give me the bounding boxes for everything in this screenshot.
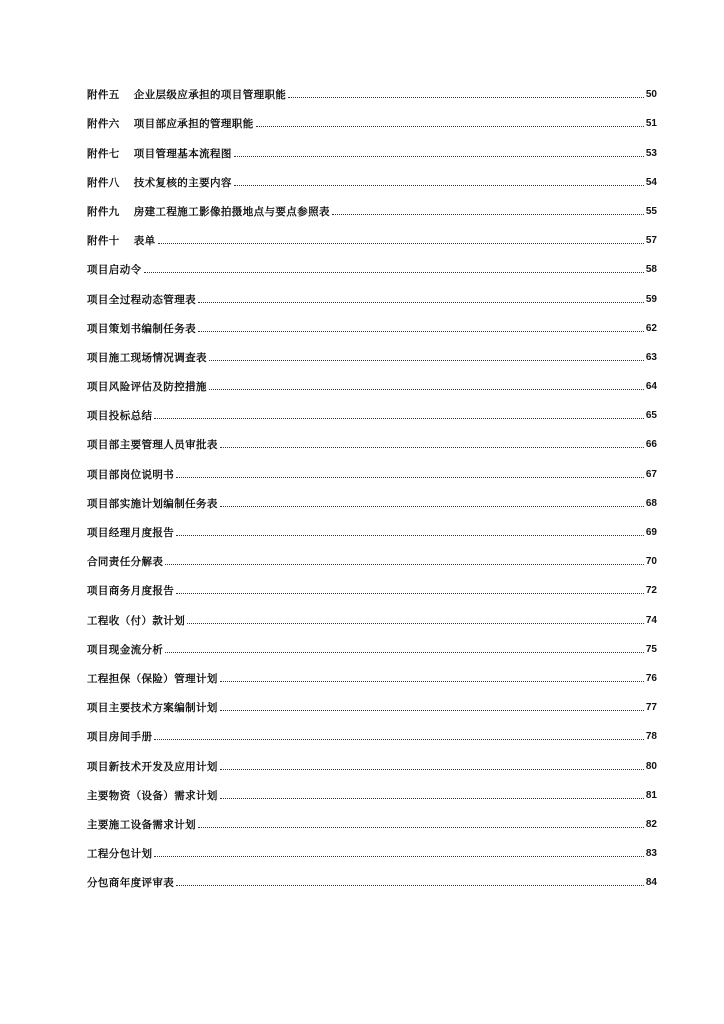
toc-entry-label xyxy=(87,323,196,335)
dot-leader xyxy=(176,593,644,594)
toc-entry-title: 项目现金流分析 xyxy=(87,643,164,656)
dot-leader xyxy=(220,506,644,507)
dot-leader xyxy=(220,769,644,770)
dot-leader xyxy=(209,360,644,361)
toc-entry-page-number: 59 xyxy=(645,293,657,305)
toc-entry-title: 技术复核的主要内容 xyxy=(133,176,232,189)
toc-entry-title: 项目房间手册 xyxy=(87,731,153,744)
toc-entry-page-number: 78 xyxy=(645,731,657,743)
toc-entry-page-number: 58 xyxy=(645,264,657,276)
toc-entry-title: 企业层级应承担的项目管理职能 xyxy=(133,89,287,102)
dot-leader xyxy=(198,827,644,828)
toc-entry-prefix: 附件六 xyxy=(87,118,120,131)
toc-entry-label xyxy=(87,673,218,685)
toc-entry-label xyxy=(87,264,142,276)
toc-entry-page-number: 64 xyxy=(645,381,657,393)
toc-entry[interactable] xyxy=(87,130,657,159)
toc-entry[interactable] xyxy=(87,773,657,802)
toc-entry-label xyxy=(87,819,196,831)
toc-entry-label xyxy=(87,585,174,597)
toc-entry-title: 项目投标总结 xyxy=(87,410,153,423)
toc-entry[interactable] xyxy=(87,335,657,364)
toc-entry-title: 工程分包计划 xyxy=(87,848,153,861)
toc-entry[interactable] xyxy=(87,72,657,101)
toc-entry-title: 工程收（付）款计划 xyxy=(87,614,186,627)
toc-entry[interactable] xyxy=(87,101,657,130)
dot-leader xyxy=(154,739,643,740)
toc-entry-prefix: 附件五 xyxy=(87,89,120,102)
toc-entry[interactable] xyxy=(87,160,657,189)
dot-leader xyxy=(220,447,644,448)
toc-entry-label xyxy=(87,848,152,860)
toc-entry-title: 分包商年度评审表 xyxy=(87,877,175,890)
toc-entry-label xyxy=(87,498,218,510)
toc-entry-page-number: 80 xyxy=(645,760,657,772)
toc-entry-title: 项目启动令 xyxy=(87,264,142,277)
toc-entry-page-number: 55 xyxy=(645,205,657,217)
toc-entry-title: 项目部岗位说明书 xyxy=(87,468,175,481)
dot-leader xyxy=(209,389,644,390)
toc-entry[interactable] xyxy=(87,422,657,451)
toc-entry-page-number: 75 xyxy=(645,643,657,655)
toc-entry-label xyxy=(87,790,218,802)
toc-entry-label xyxy=(87,527,174,539)
toc-entry-label xyxy=(87,381,207,393)
toc-entry-title: 表单 xyxy=(133,235,156,248)
toc-entry-page-number: 50 xyxy=(645,89,657,101)
toc-entry-title: 项目策划书编制任务表 xyxy=(87,322,196,335)
dot-leader xyxy=(165,652,644,653)
dot-leader xyxy=(176,885,644,886)
toc-entry-label xyxy=(87,89,286,101)
dot-leader xyxy=(288,97,644,98)
toc-entry-page-number: 68 xyxy=(645,497,657,509)
toc-entry-page-number: 82 xyxy=(645,818,657,830)
toc-entry[interactable] xyxy=(87,364,657,393)
toc-entry-label xyxy=(87,556,163,568)
dot-leader xyxy=(234,156,644,157)
toc-entry[interactable] xyxy=(87,218,657,247)
dot-leader xyxy=(158,243,644,244)
toc-entry-title: 项目部应承担的管理职能 xyxy=(133,118,254,131)
toc-entry-label xyxy=(87,206,330,218)
toc-entry[interactable] xyxy=(87,714,657,743)
toc-entry[interactable] xyxy=(87,393,657,422)
toc-entry[interactable] xyxy=(87,685,657,714)
dot-leader xyxy=(176,477,644,478)
toc-entry-title: 项目部实施计划编制任务表 xyxy=(87,497,218,510)
dot-leader xyxy=(198,302,644,303)
toc-entry-page-number: 62 xyxy=(645,322,657,334)
toc-entry-page-number: 70 xyxy=(645,556,657,568)
toc-entry-label xyxy=(87,615,185,627)
dot-leader xyxy=(154,418,643,419)
toc-entry[interactable] xyxy=(87,802,657,831)
toc-entry-prefix: 附件十 xyxy=(87,235,120,248)
dot-leader xyxy=(220,681,644,682)
toc-entry-prefix: 附件八 xyxy=(87,176,120,189)
toc-entry-title: 主要物资（设备）需求计划 xyxy=(87,789,218,802)
dot-leader xyxy=(187,623,644,624)
dot-leader xyxy=(176,535,644,536)
toc-entry-title: 项目全过程动态管理表 xyxy=(87,293,196,306)
toc-entry-page-number: 65 xyxy=(645,410,657,422)
toc-entry[interactable] xyxy=(87,451,657,480)
toc-entry[interactable] xyxy=(87,860,657,889)
toc-entry-title: 项目部主要管理人员审批表 xyxy=(87,439,218,452)
toc-entry-label xyxy=(87,118,254,130)
toc-entry-label xyxy=(87,644,163,656)
toc-entry-page-number: 53 xyxy=(645,147,657,159)
toc-entry-page-number: 54 xyxy=(645,176,657,188)
toc-entry-title: 项目经理月度报告 xyxy=(87,527,175,539)
dot-leader xyxy=(220,710,644,711)
toc-entry-title: 项目新技术开发及应用计划 xyxy=(87,760,218,773)
toc-entry-page-number: 67 xyxy=(645,468,657,480)
toc-entry-page-number: 72 xyxy=(645,585,657,597)
toc-entry-page-number: 81 xyxy=(645,789,657,801)
toc-entry[interactable] xyxy=(87,656,657,685)
toc-entry-label xyxy=(87,877,174,889)
toc-entry[interactable] xyxy=(87,627,657,656)
toc-entry-title: 项目风险评估及防控措施 xyxy=(87,381,207,394)
dot-leader xyxy=(198,331,644,332)
toc-entry[interactable] xyxy=(87,481,657,510)
toc-entry-title: 项目施工现场情况调查表 xyxy=(87,351,207,364)
toc-entry[interactable] xyxy=(87,743,657,772)
toc-entry-page-number: 84 xyxy=(645,877,657,889)
toc-entry-label xyxy=(87,702,218,714)
dot-leader xyxy=(144,272,644,273)
toc-entry-title: 项目主要技术方案编制计划 xyxy=(87,702,218,715)
toc-entry-label xyxy=(87,469,174,481)
toc-entry-page-number: 66 xyxy=(645,439,657,451)
toc-entry[interactable] xyxy=(87,831,657,860)
toc-entry-label xyxy=(87,731,152,743)
toc-entry[interactable] xyxy=(87,276,657,305)
toc-entry-label xyxy=(87,148,232,160)
toc-entry-title: 房建工程施工影像拍摄地点与要点参照表 xyxy=(133,205,330,218)
toc-entry-label xyxy=(87,177,232,189)
toc-entry[interactable] xyxy=(87,568,657,597)
toc-entry-prefix: 附件七 xyxy=(87,147,120,160)
toc-entry-page-number: 57 xyxy=(645,235,657,247)
toc-entry-page-number: 51 xyxy=(645,118,657,130)
toc-entry-page-number: 74 xyxy=(645,614,657,626)
toc-entry-label xyxy=(87,352,207,364)
toc-entry-title: 合同责任分解表 xyxy=(87,556,164,569)
toc-entry[interactable] xyxy=(87,510,657,539)
toc-entry-label xyxy=(87,410,152,422)
dot-leader xyxy=(332,214,644,215)
toc-entry-title: 主要施工设备需求计划 xyxy=(87,818,196,831)
toc-entry[interactable] xyxy=(87,597,657,626)
toc-entry-title: 工程担保（保险）管理计划 xyxy=(87,672,218,685)
dot-leader xyxy=(234,185,644,186)
toc-entry-page-number: 77 xyxy=(645,702,657,714)
toc-entry-prefix: 附件九 xyxy=(87,205,120,218)
dot-leader xyxy=(154,856,643,857)
toc-entry-title: 项目管理基本流程图 xyxy=(133,147,232,160)
table-of-contents xyxy=(87,72,657,889)
dot-leader xyxy=(220,798,644,799)
toc-entry-page-number: 69 xyxy=(645,527,657,538)
toc-entry-page-number: 63 xyxy=(645,351,657,363)
toc-entry-label xyxy=(87,761,218,773)
toc-entry-title: 项目商务月度报告 xyxy=(87,585,175,598)
toc-entry[interactable] xyxy=(87,539,657,568)
toc-entry[interactable] xyxy=(87,306,657,335)
toc-entry-label xyxy=(87,439,218,451)
toc-entry[interactable] xyxy=(87,189,657,218)
dot-leader xyxy=(165,564,644,565)
dot-leader xyxy=(256,126,644,127)
toc-entry[interactable] xyxy=(87,247,657,276)
toc-entry-label xyxy=(87,235,156,247)
toc-entry-label xyxy=(87,294,196,306)
toc-entry-page-number: 83 xyxy=(645,848,657,860)
toc-entry-page-number: 76 xyxy=(645,672,657,684)
